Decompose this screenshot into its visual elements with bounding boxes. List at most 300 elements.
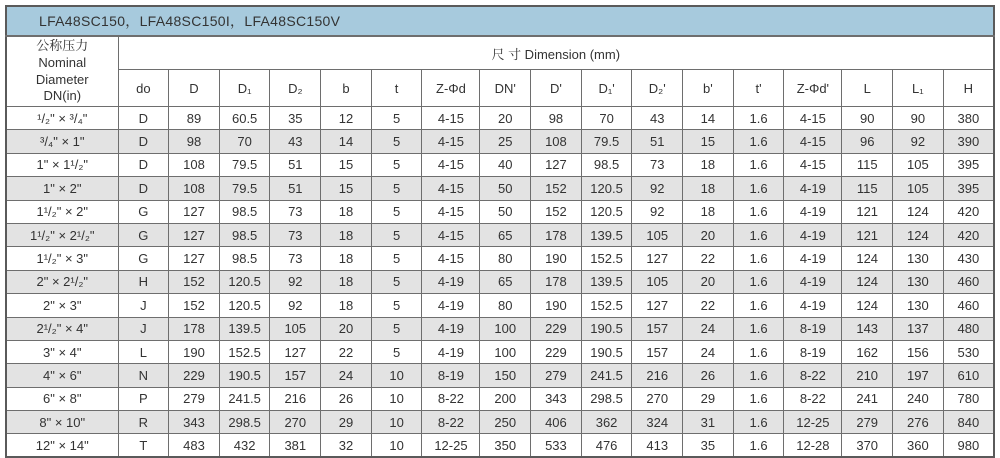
cell: 12 (321, 107, 372, 130)
cell: 26 (683, 364, 734, 387)
cell: 216 (270, 387, 321, 410)
table-row (6, 317, 994, 340)
cell: 4-19 (784, 200, 842, 223)
cell: 480 (943, 317, 994, 340)
cell: 98 (531, 107, 582, 130)
cell: 5 (371, 130, 422, 153)
cell: 980 (943, 434, 994, 457)
cell: 115 (842, 153, 893, 176)
row-label: 4" × 6" (6, 364, 118, 387)
cell: 79.5 (219, 177, 270, 200)
cell: 1.6 (733, 411, 784, 434)
cell: 60.5 (219, 107, 270, 130)
cell: 4-15 (784, 130, 842, 153)
cell: G (118, 223, 169, 246)
cell: 90 (893, 107, 944, 130)
cell: 152.5 (219, 340, 270, 363)
nominal-diameter-line-cn: 公称压力 (36, 37, 89, 53)
cell: 120.5 (581, 177, 632, 200)
cell: 127 (169, 223, 220, 246)
cell: 18 (321, 223, 372, 246)
row-label: 1" × 2" (6, 177, 118, 200)
cell: 298.5 (219, 411, 270, 434)
cell: G (118, 247, 169, 270)
cell: 279 (531, 364, 582, 387)
cell: 124 (842, 270, 893, 293)
cell: 124 (893, 223, 944, 246)
cell: 40 (480, 153, 531, 176)
row-label: 1" × 1¹/₂" (6, 153, 118, 176)
table-row (6, 294, 994, 317)
row-label: 12" × 14" (6, 434, 118, 457)
cell: 5 (371, 223, 422, 246)
cell: 139.5 (219, 317, 270, 340)
cell: 413 (632, 434, 683, 457)
cell: 98.5 (219, 200, 270, 223)
row-label: 8" × 10" (6, 411, 118, 434)
cell: 5 (371, 153, 422, 176)
cell: 5 (371, 247, 422, 270)
cell: 5 (371, 294, 422, 317)
column-header-9: D' (531, 70, 582, 107)
table-row (6, 270, 994, 293)
row-label: 2" × 2¹/₂" (6, 270, 118, 293)
cell: 51 (270, 177, 321, 200)
cell: D (118, 130, 169, 153)
cell: 92 (270, 294, 321, 317)
cell: 100 (480, 317, 531, 340)
cell: 5 (371, 107, 422, 130)
cell: 229 (169, 364, 220, 387)
cell: 5 (371, 340, 422, 363)
cell: 1.6 (733, 340, 784, 363)
cell: 178 (531, 270, 582, 293)
cell: 22 (683, 247, 734, 270)
cell: 152 (531, 200, 582, 223)
cell: 240 (893, 387, 944, 410)
cell: 190.5 (219, 364, 270, 387)
cell: 4-19 (422, 340, 480, 363)
cell: 124 (842, 247, 893, 270)
row-label: 1¹/₂" × 2¹/₂" (6, 223, 118, 246)
cell: 124 (893, 200, 944, 223)
row-label: 1¹/₂" × 2" (6, 200, 118, 223)
cell: 4-19 (784, 247, 842, 270)
table-row (6, 130, 994, 153)
cell: 241 (842, 387, 893, 410)
cell: 1.6 (733, 247, 784, 270)
cell: 127 (632, 247, 683, 270)
cell: 406 (531, 411, 582, 434)
cell: 210 (842, 364, 893, 387)
cell: 32 (321, 434, 372, 457)
cell: 1.6 (733, 200, 784, 223)
cell: 279 (169, 387, 220, 410)
cell: 80 (480, 247, 531, 270)
cell: 178 (531, 223, 582, 246)
cell: 70 (219, 130, 270, 153)
nominal-diameter-line-2: Diameter (35, 71, 89, 87)
cell: 460 (943, 294, 994, 317)
table-row (6, 223, 994, 246)
column-header-14: Z-Φd' (784, 70, 842, 107)
column-header-13: t' (733, 70, 784, 107)
cell: 4-15 (422, 223, 480, 246)
table-title-row (6, 6, 994, 36)
cell: 4-19 (784, 270, 842, 293)
header-row-1 (6, 36, 994, 70)
cell: 4-15 (422, 177, 480, 200)
cell: 4-19 (784, 223, 842, 246)
cell: 121 (842, 200, 893, 223)
cell: 79.5 (219, 153, 270, 176)
cell: 65 (480, 223, 531, 246)
cell: 108 (531, 130, 582, 153)
cell: 92 (632, 177, 683, 200)
cell: 5 (371, 317, 422, 340)
nominal-diameter-header (6, 36, 118, 107)
cell: 4-19 (422, 317, 480, 340)
column-header-8: DN' (480, 70, 531, 107)
cell: 395 (943, 153, 994, 176)
cell: 190 (531, 247, 582, 270)
cell: 157 (632, 317, 683, 340)
cell: 1.6 (733, 364, 784, 387)
cell: 10 (371, 387, 422, 410)
cell: 124 (842, 294, 893, 317)
cell: 96 (842, 130, 893, 153)
cell: 8-22 (784, 364, 842, 387)
cell: 780 (943, 387, 994, 410)
cell: 29 (321, 411, 372, 434)
cell: 216 (632, 364, 683, 387)
column-header-12: b' (683, 70, 734, 107)
cell: 324 (632, 411, 683, 434)
cell: 50 (480, 177, 531, 200)
cell: L (118, 340, 169, 363)
cell: 89 (169, 107, 220, 130)
cell: 15 (683, 130, 734, 153)
cell: 380 (943, 107, 994, 130)
cell: 120.5 (219, 294, 270, 317)
row-label: 3" × 4" (6, 340, 118, 363)
cell: 8-22 (422, 411, 480, 434)
cell: 370 (842, 434, 893, 457)
row-label: 6" × 8" (6, 387, 118, 410)
cell: 10 (371, 411, 422, 434)
cell: J (118, 317, 169, 340)
table-row (6, 177, 994, 200)
cell: 270 (632, 387, 683, 410)
cell: 127 (632, 294, 683, 317)
cell: 229 (531, 340, 582, 363)
column-header-7: Z-Φd (422, 70, 480, 107)
cell: 4-15 (422, 247, 480, 270)
cell: 200 (480, 387, 531, 410)
row-label: 2¹/₂" × 4" (6, 317, 118, 340)
cell: 35 (270, 107, 321, 130)
cell: 108 (169, 177, 220, 200)
cell: 65 (480, 270, 531, 293)
cell: 190.5 (581, 340, 632, 363)
cell: 4-15 (422, 200, 480, 223)
cell: 381 (270, 434, 321, 457)
cell: 73 (270, 247, 321, 270)
cell: 156 (893, 340, 944, 363)
cell: D (118, 107, 169, 130)
cell: 298.5 (581, 387, 632, 410)
row-label: 2" × 3" (6, 294, 118, 317)
column-header-16: L₁ (893, 70, 944, 107)
cell: 143 (842, 317, 893, 340)
cell: 12-25 (784, 411, 842, 434)
cell: 152 (531, 177, 582, 200)
cell: 100 (480, 340, 531, 363)
cell: 362 (581, 411, 632, 434)
cell: 1.6 (733, 130, 784, 153)
cell: 79.5 (581, 130, 632, 153)
cell: 530 (943, 340, 994, 363)
column-header-1: do (118, 70, 169, 107)
cell: 4-19 (422, 270, 480, 293)
cell: 241.5 (581, 364, 632, 387)
cell: 73 (632, 153, 683, 176)
cell: 157 (632, 340, 683, 363)
cell: 840 (943, 411, 994, 434)
cell: 4-19 (784, 294, 842, 317)
cell: 18 (321, 294, 372, 317)
cell: 229 (531, 317, 582, 340)
cell: 31 (683, 411, 734, 434)
cell: 430 (943, 247, 994, 270)
cell: J (118, 294, 169, 317)
cell: 279 (842, 411, 893, 434)
nominal-diameter-line-1: Nominal (38, 54, 87, 70)
cell: 152.5 (581, 247, 632, 270)
cell: 20 (480, 107, 531, 130)
cell: 14 (321, 130, 372, 153)
cell: 190 (531, 294, 582, 317)
cell: P (118, 387, 169, 410)
cell: 190.5 (581, 317, 632, 340)
table-row (6, 153, 994, 176)
table-row (6, 434, 994, 457)
cell: R (118, 411, 169, 434)
cell: 178 (169, 317, 220, 340)
cell: 43 (270, 130, 321, 153)
cell: 22 (683, 294, 734, 317)
table-row (6, 247, 994, 270)
cell: 120.5 (581, 200, 632, 223)
cell: 137 (893, 317, 944, 340)
cell: 343 (531, 387, 582, 410)
cell: 35 (683, 434, 734, 457)
cell: 197 (893, 364, 944, 387)
cell: 157 (270, 364, 321, 387)
cell: 26 (321, 387, 372, 410)
cell: 533 (531, 434, 582, 457)
cell: 20 (683, 270, 734, 293)
cell: 5 (371, 200, 422, 223)
cell: D (118, 153, 169, 176)
table-row (6, 200, 994, 223)
dimension-header: 尺 寸 Dimension (mm) (118, 36, 994, 70)
cell: 130 (893, 294, 944, 317)
table-row (6, 364, 994, 387)
cell: 610 (943, 364, 994, 387)
cell: 1.6 (733, 223, 784, 246)
cell: 90 (842, 107, 893, 130)
cell: H (118, 270, 169, 293)
row-label: ³/₄" × 1" (6, 130, 118, 153)
column-header-17: H (943, 70, 994, 107)
cell: D (118, 177, 169, 200)
cell: 12-28 (784, 434, 842, 457)
cell: 139.5 (581, 270, 632, 293)
cell: 22 (321, 340, 372, 363)
cell: 150 (480, 364, 531, 387)
cell: 8-22 (422, 387, 480, 410)
cell: 1.6 (733, 153, 784, 176)
cell: 105 (893, 153, 944, 176)
cell: 92 (270, 270, 321, 293)
cell: 98 (169, 130, 220, 153)
cell: 14 (683, 107, 734, 130)
cell: 73 (270, 200, 321, 223)
cell: 1.6 (733, 387, 784, 410)
cell: 92 (632, 200, 683, 223)
cell: 152 (169, 294, 220, 317)
cell: G (118, 200, 169, 223)
column-header-6: t (371, 70, 422, 107)
cell: 130 (893, 270, 944, 293)
cell: 25 (480, 130, 531, 153)
column-header-10: D₁' (581, 70, 632, 107)
cell: 4-15 (422, 107, 480, 130)
cell: 105 (632, 270, 683, 293)
cell: 51 (270, 153, 321, 176)
column-header-2: D (169, 70, 220, 107)
cell: 120.5 (219, 270, 270, 293)
dimension-table (5, 5, 995, 458)
cell: 4-15 (784, 107, 842, 130)
cell: 4-15 (784, 153, 842, 176)
cell: 51 (632, 130, 683, 153)
cell: 18 (321, 200, 372, 223)
cell: 10 (371, 364, 422, 387)
cell: 1.6 (733, 294, 784, 317)
cell: 1.6 (733, 177, 784, 200)
cell: 5 (371, 177, 422, 200)
cell: 15 (321, 153, 372, 176)
cell: 152 (169, 270, 220, 293)
cell: 4-15 (422, 130, 480, 153)
cell: 127 (169, 247, 220, 270)
cell: 98.5 (219, 247, 270, 270)
cell: 50 (480, 200, 531, 223)
cell: 250 (480, 411, 531, 434)
cell: 343 (169, 411, 220, 434)
column-header-5: b (321, 70, 372, 107)
cell: 108 (169, 153, 220, 176)
cell: 8-19 (422, 364, 480, 387)
cell: 24 (683, 317, 734, 340)
cell: 139.5 (581, 223, 632, 246)
table-row (6, 107, 994, 130)
cell: 390 (943, 130, 994, 153)
cell: 4-19 (422, 294, 480, 317)
cell: 29 (683, 387, 734, 410)
cell: 105 (632, 223, 683, 246)
cell: 18 (321, 247, 372, 270)
cell: 98.5 (581, 153, 632, 176)
cell: 10 (371, 434, 422, 457)
cell: 98.5 (219, 223, 270, 246)
cell: 121 (842, 223, 893, 246)
cell: 8-19 (784, 317, 842, 340)
cell: 24 (683, 340, 734, 363)
cell: 80 (480, 294, 531, 317)
cell: 127 (531, 153, 582, 176)
cell: 483 (169, 434, 220, 457)
cell: 432 (219, 434, 270, 457)
model-title: LFA48SC150，LFA48SC150I，LFA48SC150V (6, 6, 994, 36)
table-row (6, 340, 994, 363)
nominal-diameter-line-3: DN(in) (43, 88, 82, 104)
cell: 73 (270, 223, 321, 246)
cell: 5 (371, 270, 422, 293)
cell: 1.6 (733, 270, 784, 293)
column-header-15: L (842, 70, 893, 107)
cell: 105 (893, 177, 944, 200)
cell: 18 (683, 200, 734, 223)
cell: 18 (683, 153, 734, 176)
cell: 12-25 (422, 434, 480, 457)
cell: 420 (943, 223, 994, 246)
cell: 395 (943, 177, 994, 200)
cell: 476 (581, 434, 632, 457)
cell: 4-15 (422, 153, 480, 176)
column-header-3: D₁ (219, 70, 270, 107)
column-header-11: D₂' (632, 70, 683, 107)
cell: 8-22 (784, 387, 842, 410)
cell: 360 (893, 434, 944, 457)
cell: 270 (270, 411, 321, 434)
cell: 1.6 (733, 317, 784, 340)
cell: 190 (169, 340, 220, 363)
cell: 420 (943, 200, 994, 223)
cell: 162 (842, 340, 893, 363)
row-label: ¹/₂" × ³/₄" (6, 107, 118, 130)
cell: 460 (943, 270, 994, 293)
cell: N (118, 364, 169, 387)
cell: 18 (321, 270, 372, 293)
cell: 276 (893, 411, 944, 434)
cell: 43 (632, 107, 683, 130)
table-row (6, 387, 994, 410)
cell: 4-19 (784, 177, 842, 200)
cell: 1.6 (733, 434, 784, 457)
cell: 70 (581, 107, 632, 130)
cell: 24 (321, 364, 372, 387)
cell: 127 (169, 200, 220, 223)
cell: 105 (270, 317, 321, 340)
table-row (6, 411, 994, 434)
cell: 130 (893, 247, 944, 270)
cell: 241.5 (219, 387, 270, 410)
cell: 152.5 (581, 294, 632, 317)
cell: 1.6 (733, 107, 784, 130)
